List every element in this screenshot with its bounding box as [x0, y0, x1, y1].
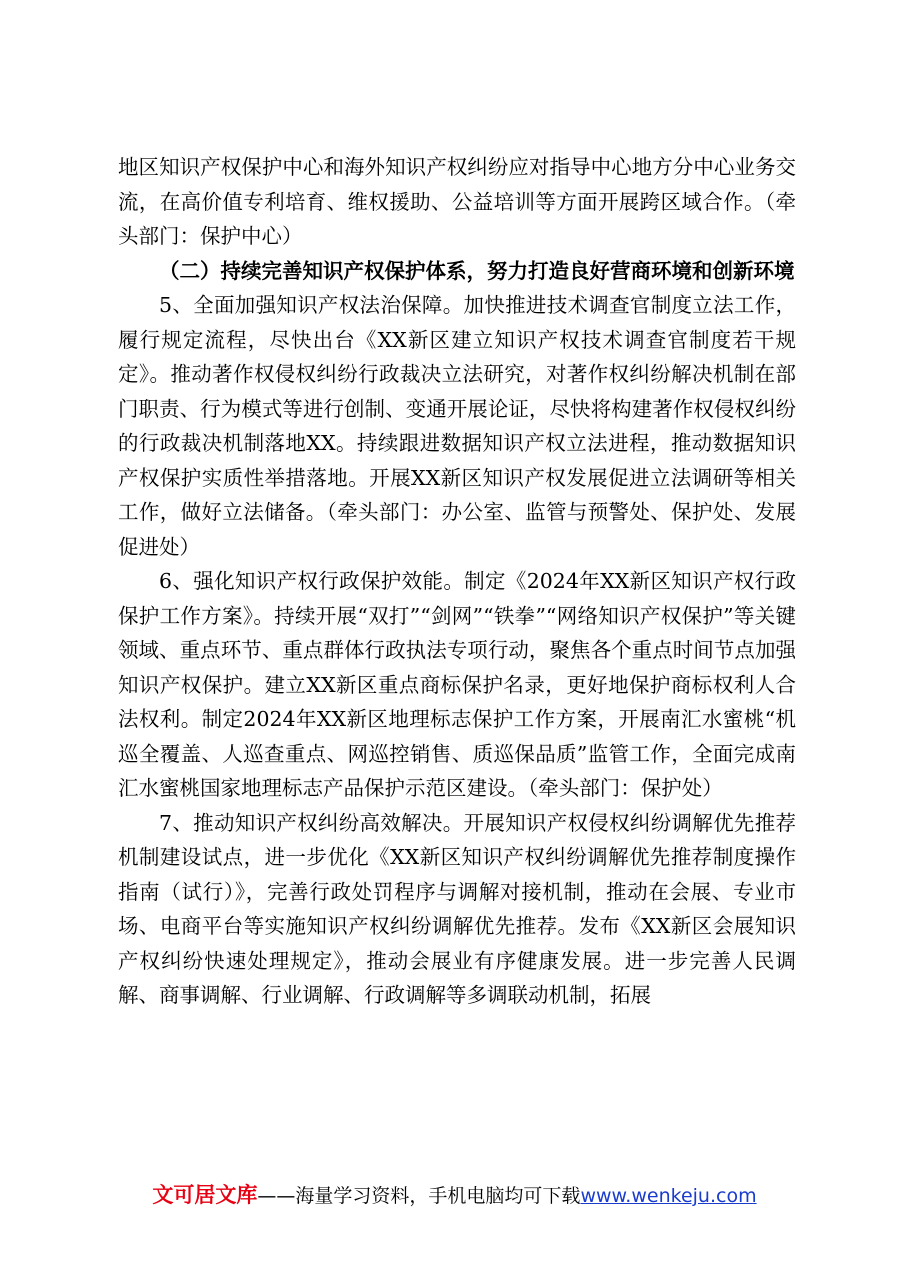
paragraph-item-7: 7、推动知识产权纠纷高效解决。开展知识产权侵权纠纷调解优先推荐机制建设试点，进一步优化《XX新区知识产权纠纷调解优先推荐制度操作指南（试行）》，完善行政处罚程序与调解对接机制，推动在会展、专业市场、电商平台等实施知识产权纠纷调解优先推荐。发布《XX新区会展知识产权纠纷快速处理规定》，推动会展业有序健康发展。进一步完善人民调解、商事调解、行业调解、行政调解等多调联动机制，拓展	[118, 810, 796, 1007]
footer-slogan: ——海量学习资料，手机电脑均可下载	[257, 1185, 581, 1207]
section-heading: （二）持续完善知识产权保护体系，努力打造良好营商环境和创新环境	[159, 258, 795, 283]
footer-link[interactable]: www.wenkeju.com	[580, 1185, 757, 1207]
paragraph-item-5: 5、全面加强知识产权法治保障。加快推进技术调查官制度立法工作，履行规定流程，尽快出台《XX新区建立知识产权技术调查官制度若干规定》。推动著作权侵权纠纷行政裁决立法研究，对著作权纠纷解决机制在部门职责、行为模式等进行创制、变通开展论证，尽快将构建著作权侵权纠纷的行政裁决机制落地XX。持续跟进数据知识产权立法进程，推动数据知识产权保护实质性举措落地。开展XX新区知识产权发展促进立法调研等相关工作，做好立法储备。（牵头部门：办公室、监管与预警处、保护处、发展促进处）	[118, 293, 796, 559]
paragraph-item-6: 6、强化知识产权行政保护效能。制定《2024年XX新区知识产权行政保护工作方案》。持续开展“双打”“剑网”“铁拳”“网络知识产权保护”等关键领域、重点环节、重点群体行政执法专项行动，聚焦各个重点时间节点加强知识产权保护。建立XX新区重点商标保护名录，更好地保护商标权利人合法权利。制定2024年XX新区地理标志保护工作方案，开展南汇水蜜桃“机巡全覆盖、人巡查重点、网巡控销售、质巡保品质”监管工作，全面完成南汇水蜜桃国家地理标志产品保护示范区建设。（牵头部门：保护处）	[118, 569, 796, 800]
paragraph-continuation: 地区知识产权保护中心和海外知识产权纠纷应对指导中心地方分中心业务交流，在高价值专利培育、维权援助、公益培训等方面开展跨区域合作。（牵头部门：保护中心）	[118, 155, 796, 248]
document-body	[118, 150, 796, 1013]
footer-banner	[0, 1180, 909, 1211]
footer-brand: 文可居文库	[152, 1183, 258, 1207]
